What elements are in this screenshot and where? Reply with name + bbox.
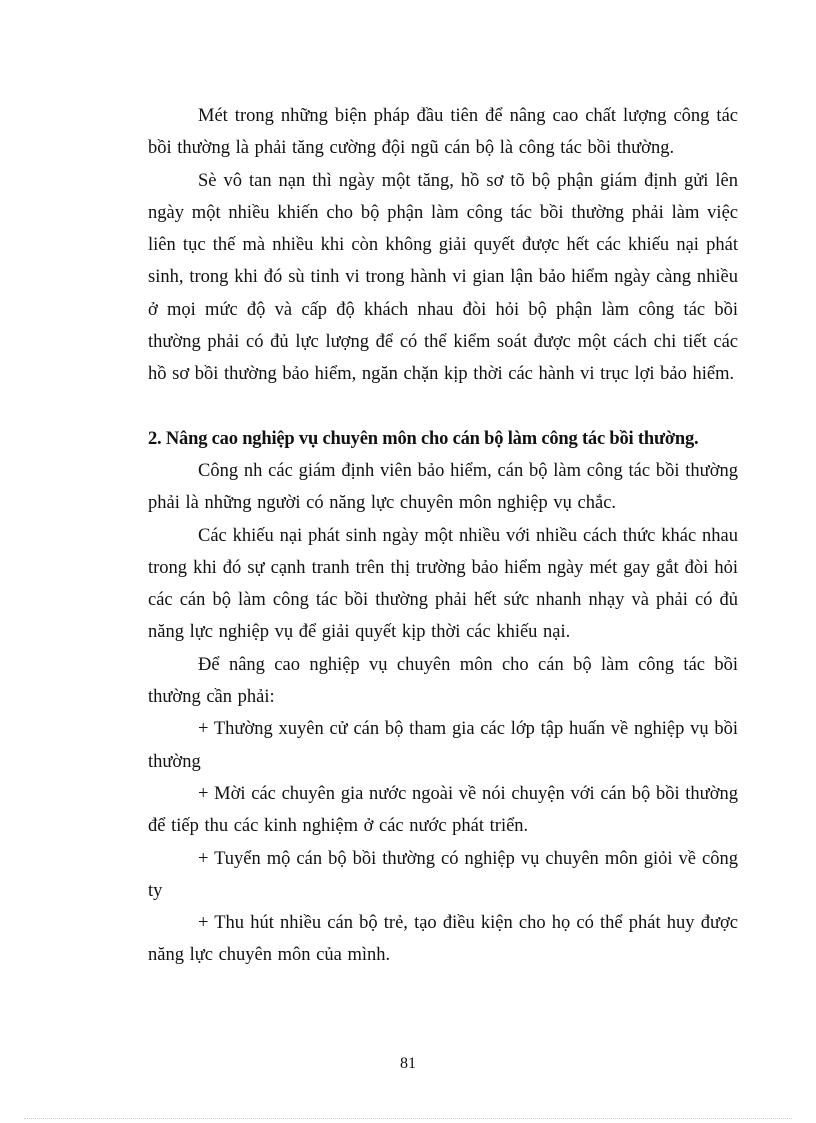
paragraph: Để nâng cao nghiệp vụ chuyên môn cho cán bộ làm công tác bồi thường cần phải: [148, 654, 738, 708]
page-number: 81 [400, 1055, 416, 1072]
list-item: + Mời các chuyên gia nước ngoài về nói chuyện với cán bộ bồi thường để tiếp thu các kinh nghiệm ở các nước phát triển. [148, 783, 738, 837]
list-item: + Thu hút nhiều cán bộ trẻ, tạo điều kiện cho họ có thể phát huy được năng lực chuyên môn của mình. [148, 913, 738, 966]
list-item: + Thường xuyên cử cán bộ tham gia các lớp tập huấn về nghiệp vụ bồi thường [148, 719, 738, 772]
section-heading: 2. Nâng cao nghiệp vụ chuyên môn cho cán bộ làm công tác bồi thường. [148, 428, 699, 449]
paragraph: Công nh các giám định viên bảo hiểm, cán bộ làm công tác bồi thường phải là những người có năng lực chuyên môn nghiệp vụ chắc. [148, 460, 738, 514]
page-bottom-divider [24, 1118, 792, 1119]
list-item: + Tuyển mộ cán bộ bồi thường có nghiệp vụ chuyên môn giỏi về công ty [148, 848, 738, 901]
paragraph: Các khiếu nại phát sinh ngày một nhiều với nhiều cách thức khác nhau trong khi đó sự cạnh tranh trên thị trường bảo hiểm ngày mét gay gắt đòi hỏi các cán bộ làm công tác bồi thường phải hết sức nhanh nhạy và phải có đủ năng lực nghiệp vụ để giải quyết kịp thời các khiếu nại. [148, 525, 738, 643]
paragraph: Sè vô tan nạn thì ngày một tăng, hồ sơ tõ bộ phận giám định gửi lên ngày một nhiều khiến cho bộ phận làm công tác bồi thường phải làm việc liên tục thế mà nhiều khi còn không giải quyết được hết các khiếu nại phát sinh, trong khi đó sù tinh vi trong hành vi gian lận bảo hiểm ngày càng nhiều ở mọi mức độ và cấp độ khách nhau đòi hỏi bộ phận làm công tác bồi thường phải có đủ lực lượng để có thể kiểm soát được một cách chi tiết các hồ sơ bồi thường bảo hiểm, ngăn chặn kịp thời các hành vi trục lợi bảo hiểm. [148, 170, 738, 385]
paragraph: Mét trong những biện pháp đầu tiên để nâng cao chất lượng công tác bồi thường là phải tăng cường đội ngũ cán bộ là công tác bồi thường. [148, 106, 738, 159]
page-body [148, 100, 738, 972]
